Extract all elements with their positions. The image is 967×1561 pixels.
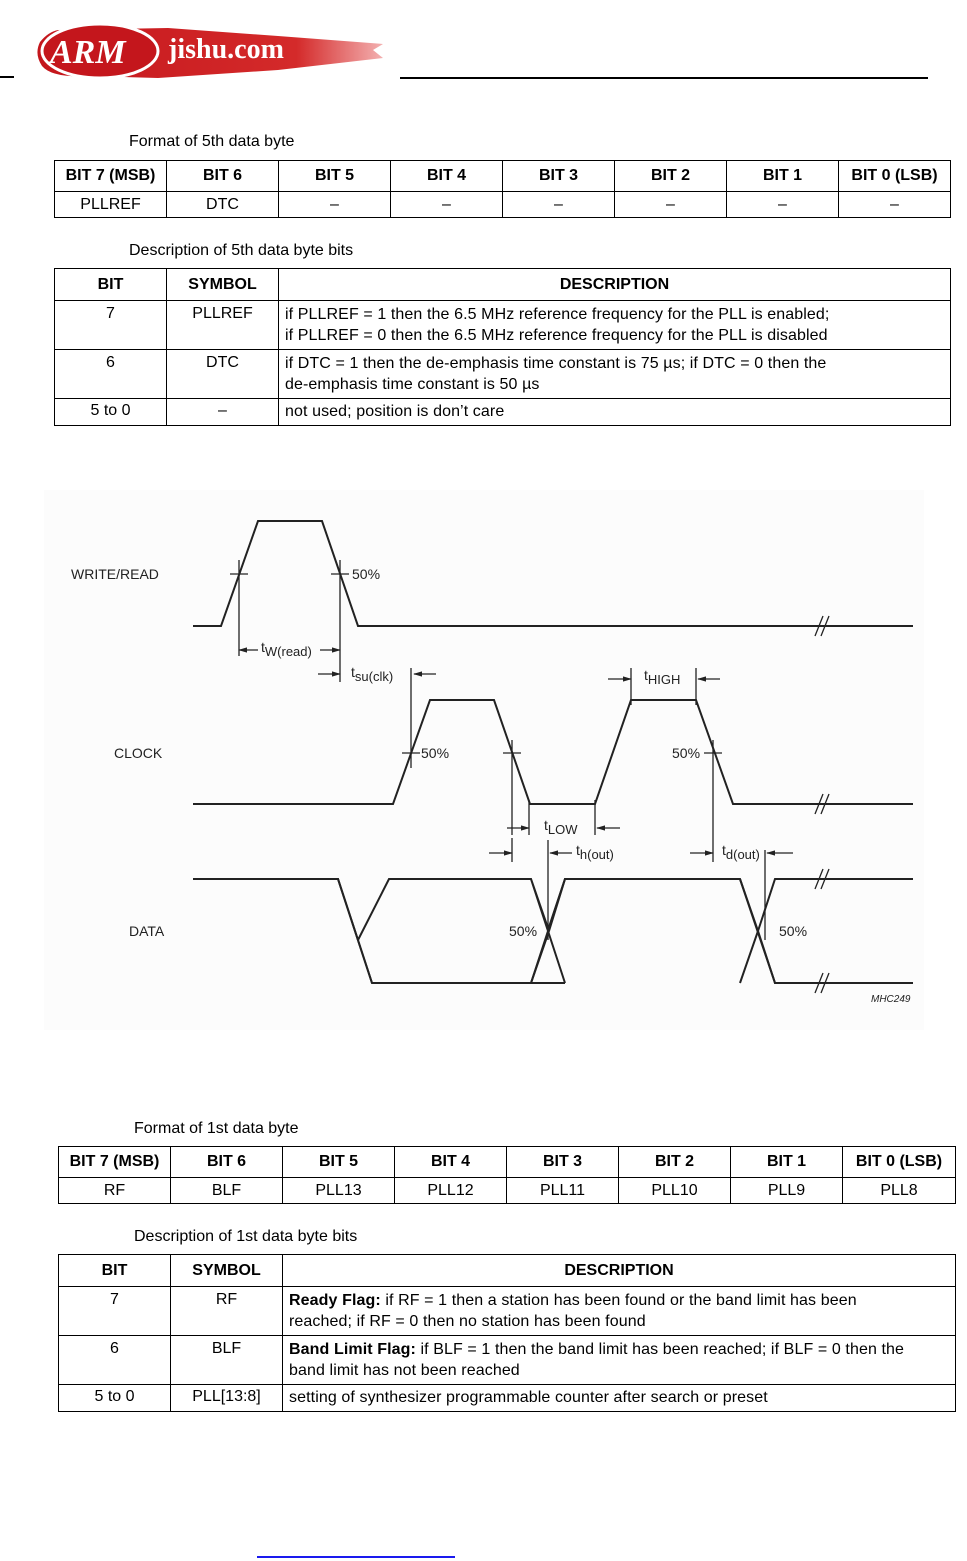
table-row	[55, 399, 951, 426]
cell-bit2: –	[615, 192, 727, 218]
col-bit1: BIT 1	[727, 161, 839, 192]
description-1st-byte-table	[58, 1254, 956, 1412]
cell-bit: 6	[59, 1336, 171, 1385]
cell-description	[283, 1336, 956, 1385]
col-bit6: BIT 6	[171, 1147, 283, 1178]
table-row	[59, 1178, 956, 1204]
table3-caption: Format of 1st data byte	[134, 1120, 299, 1137]
table-header-row	[55, 269, 951, 301]
desc-line: if PLLREF = 0 then the 6.5 MHz reference frequency for the PLL is disabled	[285, 327, 828, 344]
cell-bit1: PLL9	[731, 1178, 843, 1204]
cell-bit: 6	[55, 350, 167, 399]
cell-bit: 7	[59, 1287, 171, 1336]
desc-bold: Ready Flag:	[289, 1292, 381, 1309]
cell-bit6: DTC	[167, 192, 279, 218]
format-1st-byte-table	[58, 1146, 956, 1204]
cell-bit0: PLL8	[843, 1178, 956, 1204]
desc-line: if PLLREF = 1 then the 6.5 MHz reference frequency for the PLL is enabled;	[285, 306, 830, 323]
cell-bit4: –	[391, 192, 503, 218]
table2-caption: Description of 5th data byte bits	[129, 242, 354, 259]
t-su-clk-label: tsu(clk)	[351, 664, 394, 684]
cell-bit: 7	[55, 301, 167, 350]
armjishu-logo[interactable]	[28, 20, 388, 84]
table1-caption: Format of 5th data byte	[129, 133, 295, 150]
cell-bit3: –	[503, 192, 615, 218]
desc-bold: Band Limit Flag:	[289, 1341, 416, 1358]
cell-bit2: PLL10	[619, 1178, 731, 1204]
cell-symbol: –	[167, 399, 279, 426]
footer-link-underline[interactable]	[257, 1556, 455, 1558]
cell-symbol: PLLREF	[167, 301, 279, 350]
logo-domain-text: jishu.com	[168, 34, 284, 65]
col-description: DESCRIPTION	[279, 269, 951, 301]
timing-diagram	[44, 490, 924, 1030]
col-description: DESCRIPTION	[283, 1255, 956, 1287]
cell-description: setting of synthesizer programmable counter after search or preset	[283, 1385, 956, 1412]
col-bit3: BIT 3	[503, 161, 615, 192]
table-row	[59, 1336, 956, 1385]
table-row	[55, 350, 951, 399]
t-low-label: tLOW	[544, 817, 578, 837]
cell-bit1: –	[727, 192, 839, 218]
col-bit5: BIT 5	[279, 161, 391, 192]
cell-description	[279, 350, 951, 399]
cell-description: not used; position is don’t care	[279, 399, 951, 426]
cell-description	[283, 1287, 956, 1336]
t-high-label: tHIGH	[644, 667, 681, 687]
col-bit7: BIT 7 (MSB)	[59, 1147, 171, 1178]
cell-bit5: –	[279, 192, 391, 218]
col-symbol: SYMBOL	[167, 269, 279, 301]
desc-line: de-emphasis time constant is 50 µs	[285, 376, 540, 393]
pct-50-label: 50%	[672, 745, 701, 761]
col-bit3: BIT 3	[507, 1147, 619, 1178]
header-rule-right	[400, 77, 928, 79]
table-row	[55, 192, 951, 218]
write-read-waveform	[193, 521, 913, 626]
cell-bit: 5 to 0	[59, 1385, 171, 1412]
cell-symbol: BLF	[171, 1336, 283, 1385]
col-bit0: BIT 0 (LSB)	[843, 1147, 956, 1178]
t-w-read-label: tW(read)	[261, 639, 312, 659]
cell-bit4: PLL12	[395, 1178, 507, 1204]
table-row	[59, 1287, 956, 1336]
col-bit6: BIT 6	[167, 161, 279, 192]
col-symbol: SYMBOL	[171, 1255, 283, 1287]
col-bit: BIT	[55, 269, 167, 301]
clock-label: CLOCK	[114, 745, 163, 761]
cell-bit7: PLLREF	[55, 192, 167, 218]
table-row	[59, 1385, 956, 1412]
data-label: DATA	[129, 923, 165, 939]
figure-id: MHC249	[871, 994, 911, 1005]
col-bit4: BIT 4	[391, 161, 503, 192]
desc-line: reached; if RF = 0 then no station has been found	[289, 1313, 646, 1330]
cell-description	[279, 301, 951, 350]
desc-line: if BLF = 1 then the band limit has been reached; if BLF = 0 then the	[415, 1341, 905, 1358]
col-bit7: BIT 7 (MSB)	[55, 161, 167, 192]
description-5th-byte-table	[54, 268, 951, 426]
cell-bit: 5 to 0	[55, 399, 167, 426]
pct-50-label: 50%	[779, 923, 808, 939]
cell-bit0: –	[839, 192, 951, 218]
cell-bit3: PLL11	[507, 1178, 619, 1204]
t-d-out-label: td(out)	[722, 842, 760, 862]
format-5th-byte-table	[54, 160, 951, 218]
table4-caption: Description of 1st data byte bits	[134, 1228, 358, 1245]
desc-line: if DTC = 1 then the de-emphasis time constant is 75 µs; if DTC = 0 then the	[285, 355, 827, 372]
table-header-row	[55, 161, 951, 192]
col-bit: BIT	[59, 1255, 171, 1287]
desc-line: band limit has not been reached	[289, 1362, 520, 1379]
col-bit0: BIT 0 (LSB)	[839, 161, 951, 192]
desc-line: if RF = 1 then a station has been found or the band limit has been	[380, 1292, 857, 1309]
col-bit5: BIT 5	[283, 1147, 395, 1178]
col-bit2: BIT 2	[619, 1147, 731, 1178]
cell-symbol: PLL[13:8]	[171, 1385, 283, 1412]
cell-bit5: PLL13	[283, 1178, 395, 1204]
table-row	[55, 301, 951, 350]
cell-symbol: DTC	[167, 350, 279, 399]
pct-50-label: 50%	[421, 745, 450, 761]
t-h-out-label: th(out)	[576, 842, 614, 862]
cell-bit6: BLF	[171, 1178, 283, 1204]
clock-waveform	[193, 700, 913, 804]
col-bit2: BIT 2	[615, 161, 727, 192]
write-read-label: WRITE/READ	[71, 566, 159, 582]
col-bit1: BIT 1	[731, 1147, 843, 1178]
logo-arm-text: ARM	[50, 34, 126, 71]
table-header-row	[59, 1255, 956, 1287]
col-bit4: BIT 4	[395, 1147, 507, 1178]
pct-50-label: 50%	[352, 566, 381, 582]
cell-bit7: RF	[59, 1178, 171, 1204]
header-rule-left	[0, 76, 14, 78]
table-header-row	[59, 1147, 956, 1178]
pct-50-label: 50%	[509, 923, 538, 939]
cell-symbol: RF	[171, 1287, 283, 1336]
